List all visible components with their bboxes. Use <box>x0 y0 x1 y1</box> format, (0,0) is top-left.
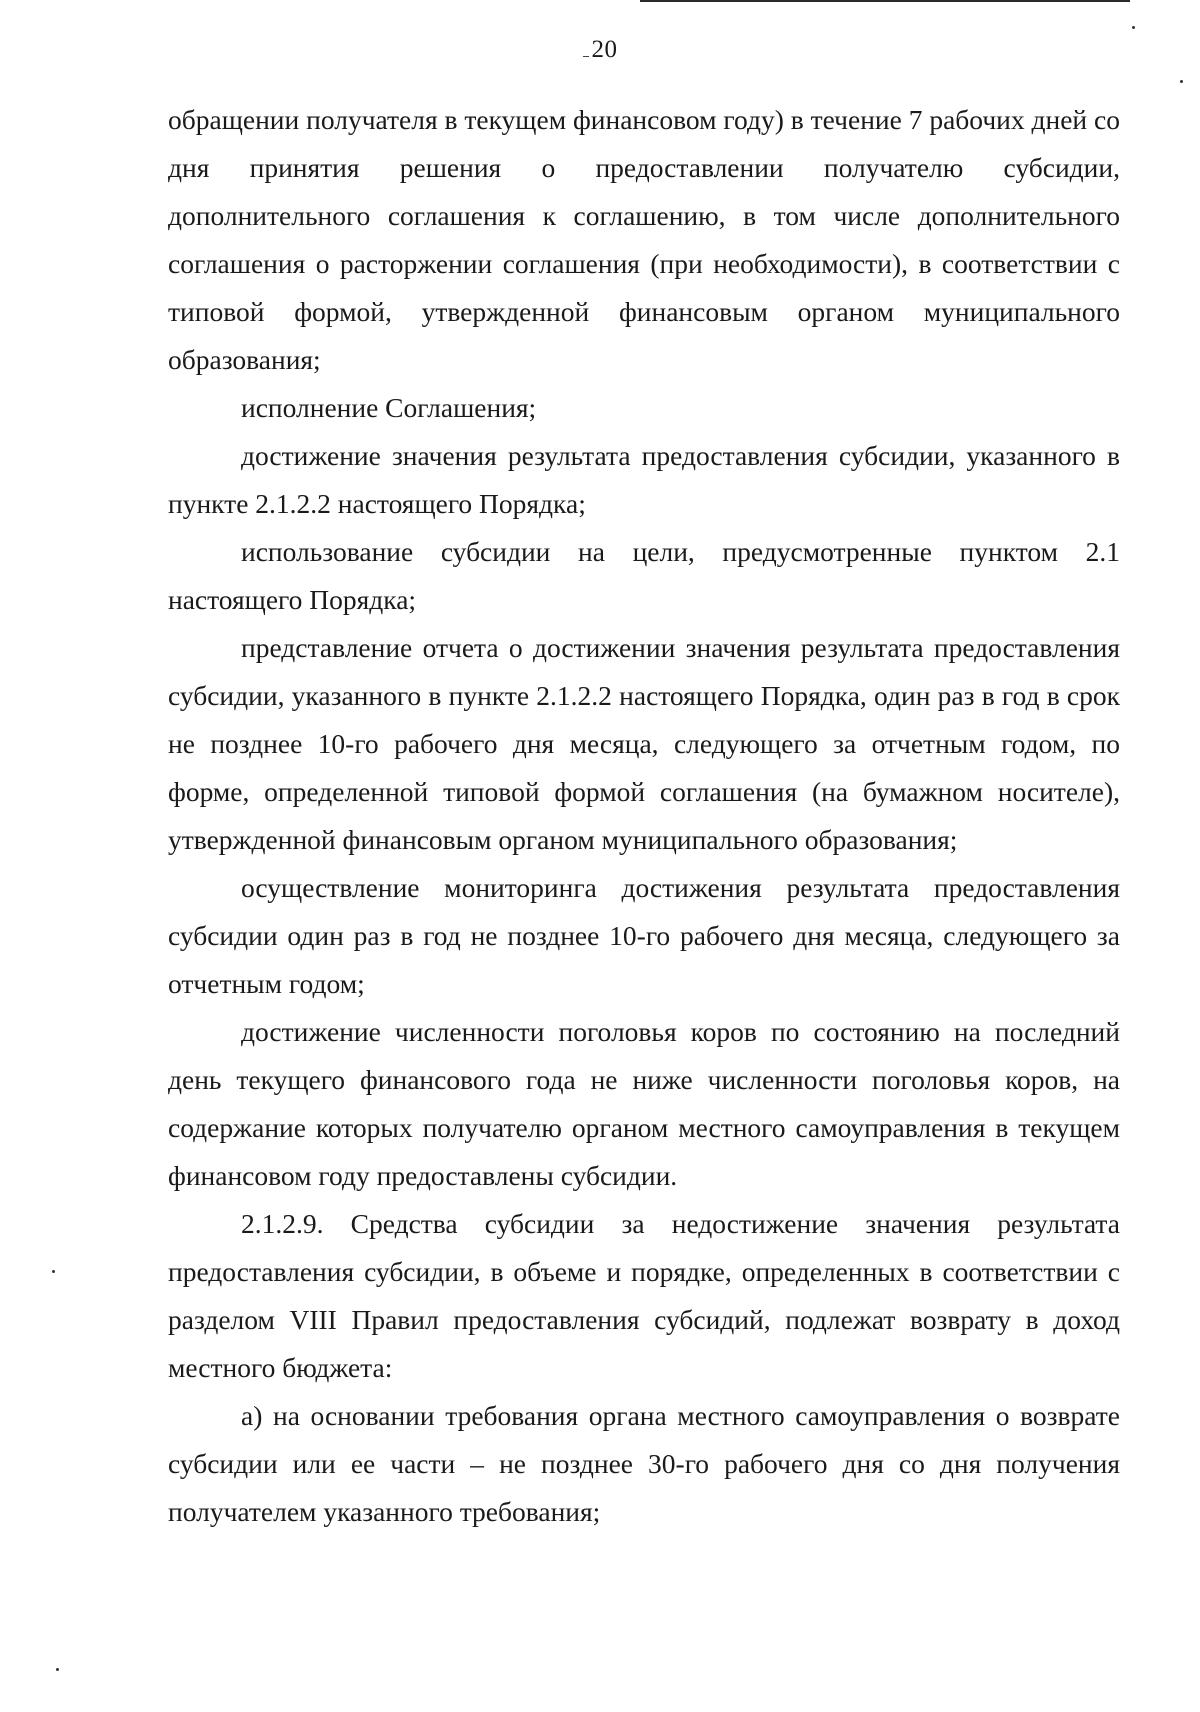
paragraph-item-a: а) на основании требования органа местного самоуправления о возврате субсидии или ее части – не позднее 30-го рабочего дня со дня получения получателем указанного требования; <box>168 1400 1120 1527</box>
scan-edge-line <box>640 0 1130 2</box>
paragraph-monitoring: осуществление мониторинга достижения результата предоставления субсидии один раз в год не позднее 10-го рабочего дня месяца, следующего за отчетным годом; <box>168 872 1120 999</box>
paragraph-subsidy-use: использование субсидии на цели, предусмотренные пунктом 2.1 настоящего Порядка; <box>168 536 1120 615</box>
paragraph-report-submission: представление отчета о достижении значения результата предоставления субсидии, указанного в пункте 2.1.2.2 настоящего Порядка, один раз в год в срок не позднее 10-го рабочего дня месяца, следующего за отчетным годом, по форме, определенной типовой формой соглашения (на бумажном носителе), утвержденной финансовым органом муниципального образования; <box>168 632 1120 855</box>
paragraph-continuation: обращении получателя в текущем финансовом году) в течение 7 рабочих дней со дня принятия решения о предоставлении получателю субсидии, дополнительного соглашения к соглашению, в том числе дополнительного соглашения о расторжении соглашения (при необходимости), в соответствии с типовой формой, утвержденной финансовым органом муниципального образования; <box>168 104 1120 375</box>
paragraph-cattle-count: достижение численности поголовья коров по состоянию на последний день текущего финансового года не ниже численности поголовья коров, на содержание которых получателю органом местного самоуправления в текущем финансовом году предоставлены субсидии. <box>168 1016 1120 1191</box>
scan-speck <box>56 1668 59 1671</box>
scan-speck <box>1132 26 1135 29</box>
page-number <box>0 36 1200 64</box>
page-number-text: 20 <box>591 36 618 63</box>
paragraph-section-2-1-2-9: 2.1.2.9. Средства субсидии за недостижение значения результата предоставления субсидии, в объеме и порядке, определенных в соответствии с разделом VIII Правил предоставления субсидий, подлежат возврату в доход местного бюджета: <box>168 1208 1120 1383</box>
scan-speck <box>1180 80 1183 83</box>
paragraph-result-achievement: достижение значения результата предоставления субсидии, указанного в пункте 2.1.2.2 настоящего Порядка; <box>168 440 1120 519</box>
scan-speck <box>52 1270 55 1273</box>
document-body <box>168 96 1120 1536</box>
paragraph-agreement-execution: исполнение Соглашения; <box>241 392 537 423</box>
page-number-mark <box>583 56 589 57</box>
